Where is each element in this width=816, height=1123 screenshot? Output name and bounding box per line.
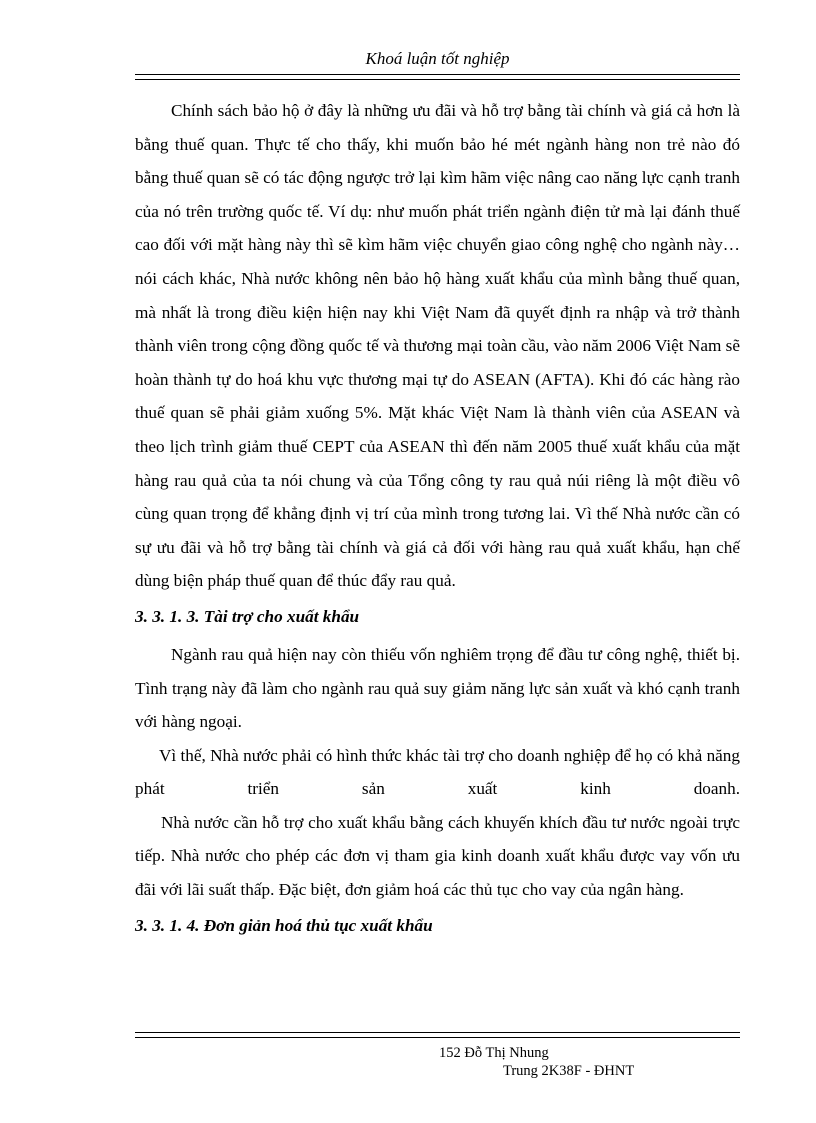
section-heading-simplify-procedures: 3. 3. 1. 4. Đơn giản hoá thủ tục xuất khẩu (135, 915, 433, 935)
section-heading-export-financing: 3. 3. 1. 3. Tài trợ cho xuất khẩu (135, 606, 360, 626)
footer-class: Trung 2K38F - ĐHNT (503, 1063, 635, 1079)
footer-page-author: 152 Đỗ Thị Nhung (439, 1045, 549, 1061)
footer-text (135, 1044, 740, 1080)
paragraph-capital-shortage: Ngành rau quả hiện nay còn thiếu vốn nghiêm trọng để đầu tư công nghệ, thiết bị. Tình trạng này đã làm cho ngành rau quả suy giảm năng lực sản xuất và khó cạnh tranh với hàng ngoại. (135, 644, 740, 732)
document-body (135, 94, 740, 941)
paragraph-investment-support: Nhà nước cần hỗ trợ cho xuất khẩu bằng cách khuyến khích đầu tư nước ngoài trực tiếp. Nhà nước cho phép các đơn vị tham gia kinh doanh xuất khẩu được vay vốn ưu đãi với lãi suất thấp. Đặc biệt, đơn giảm hoá các thủ tục cho vay của ngân hàng. (135, 812, 740, 900)
page-header-title: Khoá luận tốt nghiệp (365, 49, 510, 68)
paragraph-state-funding: Vì thế, Nhà nước phải có hình thức khác tài trợ cho doanh nghiệp để họ có khả năng phát triển sản xuất kinh doanh. (135, 745, 740, 799)
page-footer (135, 1028, 740, 1080)
footer-double-rule (135, 1032, 740, 1038)
page-header (135, 48, 740, 80)
paragraph-protection-policy: Chính sách bảo hộ ở đây là những ưu đãi và hỗ trợ bằng tài chính và giá cả hơn là bằng thuế quan. Thực tế cho thấy, khi muốn bảo hé mét ngành hàng non trẻ nào đó bằng thuế quan sẽ có tác động ngược trở lại kìm hãm việc nâng cao năng lực cạnh tranh của nó trên trường quốc tế. Ví dụ: như muốn phát triển ngành điện tử mà lại đánh thuế cao đối với mặt hàng này thì sẽ kìm hãm việc chuyển giao công nghệ cho ngành này… nói cách khác, Nhà nước không nên bảo hộ hàng xuất khẩu của mình bằng thuế quan, mà nhất là trong điều kiện hiện nay khi Việt Nam đã quyết định ra nhập và trở thành thành viên trong cộng đồng quốc tế và thương mại toàn cầu, vào năm 2006 Việt Nam sẽ hoàn thành tự do hoá khu vực thương mại tự do ASEAN (AFTA). Khi đó các hàng rào thuế quan sẽ phải giảm xuống 5%. Mặt khác Việt Nam là thành viên của ASEAN và theo lịch trình giảm thuế CEPT của ASEAN thì đến năm 2005 thuế xuất khẩu của mặt hàng rau quả của ta nói chung và của Tổng công ty rau quả núi riêng là một điều vô cùng quan trọng để khẳng định vị trí của mình trong tương lai. Vì thế Nhà nước cần có sự ưu đãi và hỗ trợ bằng tài chính và giá cả đối với hàng rau quả xuất khẩu, hạn chế dùng biện pháp thuế quan để thúc đẩy rau quả. (135, 101, 740, 591)
header-double-rule (135, 74, 740, 80)
